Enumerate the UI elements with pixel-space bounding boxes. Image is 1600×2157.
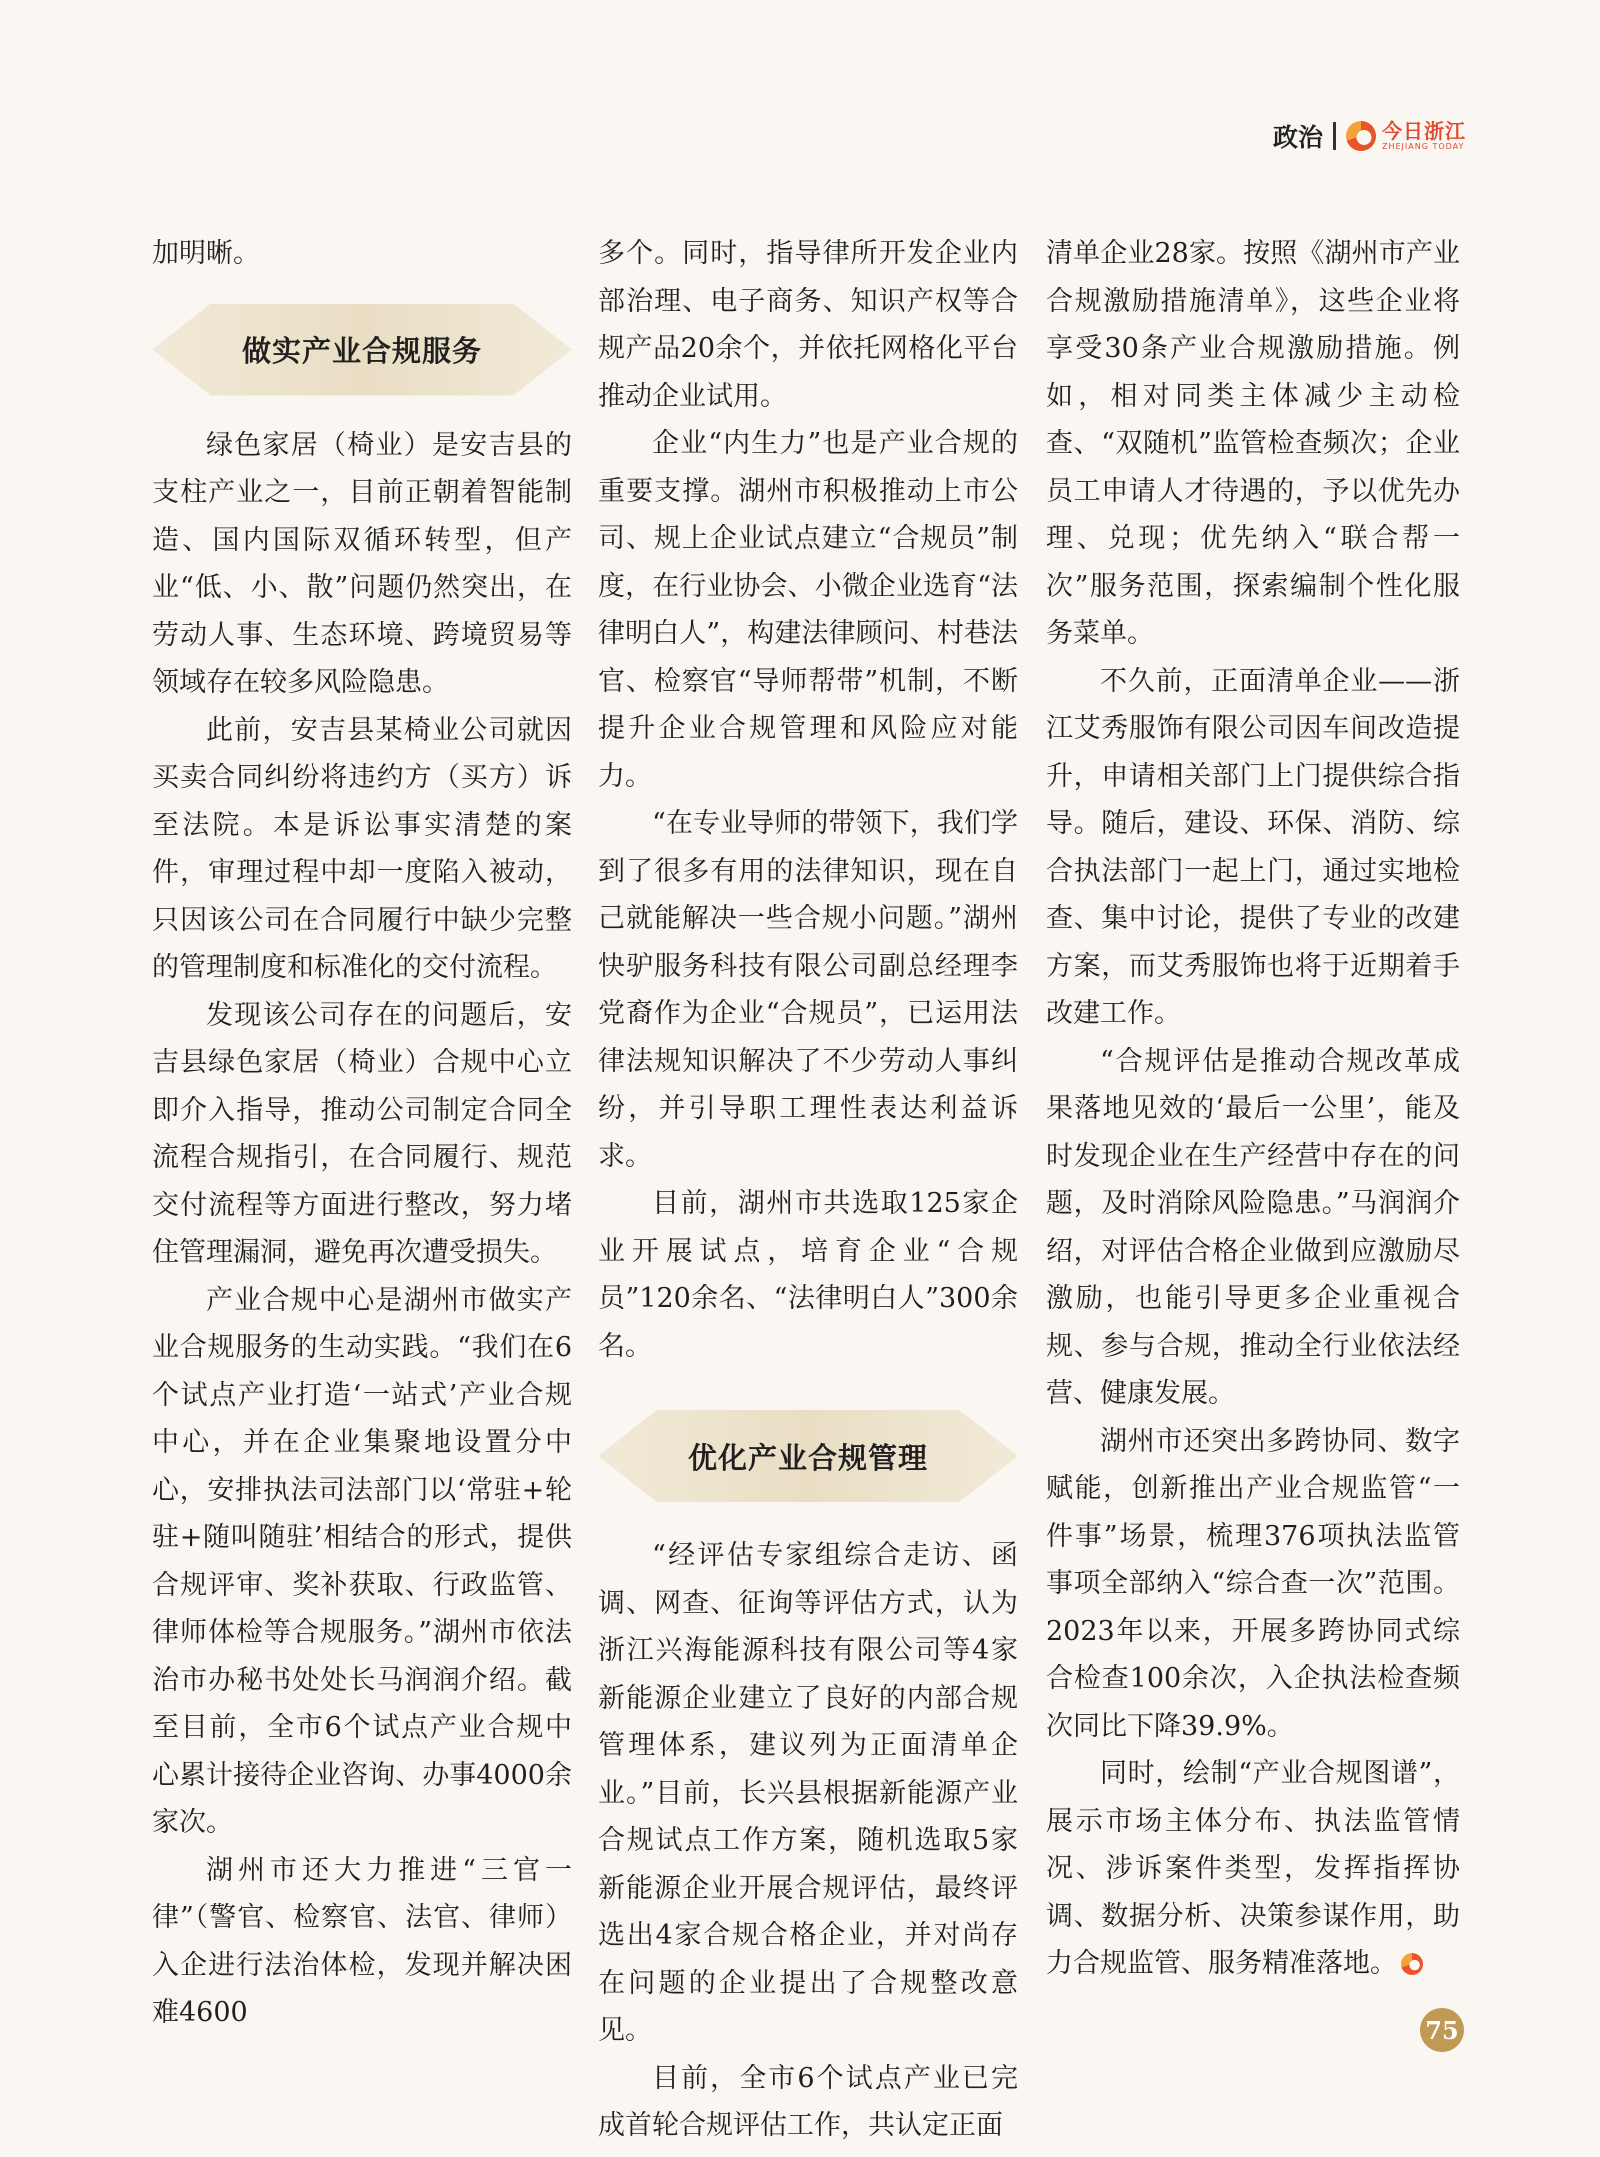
column-3 <box>1046 230 1460 1988</box>
paragraph: 绿色家居（椅业）是安吉县的支柱产业之一，目前正朝着智能制造、国内国际双循环转型，但产业“低、小、散”问题仍然突出，在劳动人事、生态环境、跨境贸易等领域存在较多风险隐患。 <box>152 429 572 698</box>
section-heading-band <box>598 1410 1018 1502</box>
section-label: 政治 <box>1272 123 1323 152</box>
paragraph: 产业合规中心是湖州市做实产业合规服务的生动实践。“我们在6个试点产业打造‘一站式’产业合规中心，并在企业集聚地设置分中心，安排执法司法部门以‘常驻+轮驻+随叫随驻’相结合的形式，提供合规评审、奖补获取、行政监管、律师体检等合规服务。”湖州市依法治市办秘书处处长马润润介绍。截至目前，全市6个试点产业合规中心累计接待企业咨询、办事4000余家次。 <box>152 1284 572 1838</box>
page-header <box>1273 118 1466 154</box>
paragraph: 湖州市还大力推进“三官一律”（警官、检察官、法官、律师）入企进行法治体检，发现并解决困难4600 <box>152 1854 572 2028</box>
paragraph: 发现该公司存在的问题后，安吉县绿色家居（椅业）合规中心立即介入指导，推动公司制定合同全流程合规指引，在合同履行、规范交付流程等方面进行整改，努力堵住管理漏洞，避免再次遭受损失。 <box>152 999 572 1268</box>
paragraph-text: 同时，绘制“产业合规图谱”，展示市场主体分布、执法监管情况、涉诉案件类型，发挥指挥协调、数据分析、决策参谋作用，助力合规监管、服务精准落地。 <box>1046 1758 1460 1979</box>
section-heading: 做实产业合规服务 <box>241 334 482 368</box>
paragraph-final <box>1046 1750 1460 1988</box>
header-divider <box>1333 122 1336 150</box>
logo-subtitle: ZHEJIANG TODAY <box>1382 142 1465 151</box>
paragraph: 不久前，正面清单企业——浙江艾秀服饰有限公司因车间改造提升，申请相关部门上门提供综合指导。随后，建设、环保、消防、综合执法部门一起上门，通过实地检查、集中讨论，提供了专业的改建方案，而艾秀服饰也将于近期着手改建工作。 <box>1046 665 1460 1029</box>
magazine-logo <box>1346 121 1466 151</box>
paragraph: 此前，安吉县某椅业公司就因买卖合同纠纷将违约方（买方）诉至法院。本是诉讼事实清楚的案件，审理过程中却一度陷入被动，只因该公司在合同履行中缺少完整的管理制度和标准化的交付流程。 <box>152 714 572 983</box>
paragraph: 多个。同时，指导律所开发企业内部治理、电子商务、知识产权等合规产品20余个，并依托网格化平台推动企业试用。 <box>598 238 1018 412</box>
logo-title: 今日浙江 <box>1382 119 1466 143</box>
paragraph: 清单企业28家。按照《湖州市产业合规激励措施清单》，这些企业将享受30条产业合规激励措施。例如，相对同类主体减少主动检查、“双随机”监管检查频次；企业员工申请人才待遇的，予以优先办理、兑现；优先纳入“联合帮一次”服务范围，探索编制个性化服务菜单。 <box>1046 238 1460 649</box>
end-mark-icon <box>1401 1953 1423 1975</box>
logo-icon <box>1346 121 1376 151</box>
paragraph: 企业“内生力”也是产业合规的重要支撑。湖州市积极推动上市公司、规上企业试点建立“合规员”制度，在行业协会、小微企业选育“法律明白人”，构建法律顾问、村巷法官、检察官“导师帮带”机制，不断提升企业合规管理和风险应对能力。 <box>598 428 1018 792</box>
section-heading: 优化产业合规管理 <box>687 1440 928 1475</box>
paragraph: 湖州市还突出多跨协同、数字赋能，创新推出产业合规监管“一件事”场景，梳理376项执法监管事项全部纳入“综合查一次”范围。2023年以来，开展多跨协同式综合检查100余次，入企执法检查频次同比下降39.9%。 <box>1046 1425 1460 1742</box>
column-1 <box>152 230 572 2037</box>
paragraph: 加明晰。 <box>152 238 260 269</box>
paragraph: “合规评估是推动合规改革成果落地见效的‘最后一公里’，能及时发现企业在生产经营中存在的问题，及时消除风险隐患。”马润润介绍，对评估合格企业做到应激励尽激励，也能引导更多企业重视合规、参与合规，推动全行业依法经营、健康发展。 <box>1046 1045 1460 1409</box>
paragraph: 目前，全市6个试点产业已完成首轮合规评估工作，共认定正面 <box>598 2062 1018 2141</box>
paragraph: “在专业导师的带领下，我们学到了很多有用的法律知识，现在自己就能解决一些合规小问题。”湖州快驴服务科技有限公司副总经理李党裔作为企业“合规员”，已运用法律法规知识解决了不少劳动人事纠纷，并引导职工理性表达利益诉求。 <box>598 808 1018 1172</box>
section-heading-band <box>152 304 572 396</box>
paragraph: “经评估专家组综合走访、函调、网查、征询等评估方式，认为浙江兴海能源科技有限公司等4家新能源企业建立了良好的内部合规管理体系，建议列为正面清单企业。”目前，长兴县根据新能源产业合规试点工作方案，随机选取5家新能源企业开展合规评估，最终评选出4家合规合格企业，并对尚存在问题的企业提出了合规整改意见。 <box>598 1540 1018 2046</box>
paragraph: 目前，湖州市共选取125家企业开展试点，培育企业“合规员”120余名、“法律明白人”300余名。 <box>598 1188 1018 1362</box>
page-number: 75 <box>1420 2008 1464 2052</box>
column-2 <box>598 230 1018 2150</box>
